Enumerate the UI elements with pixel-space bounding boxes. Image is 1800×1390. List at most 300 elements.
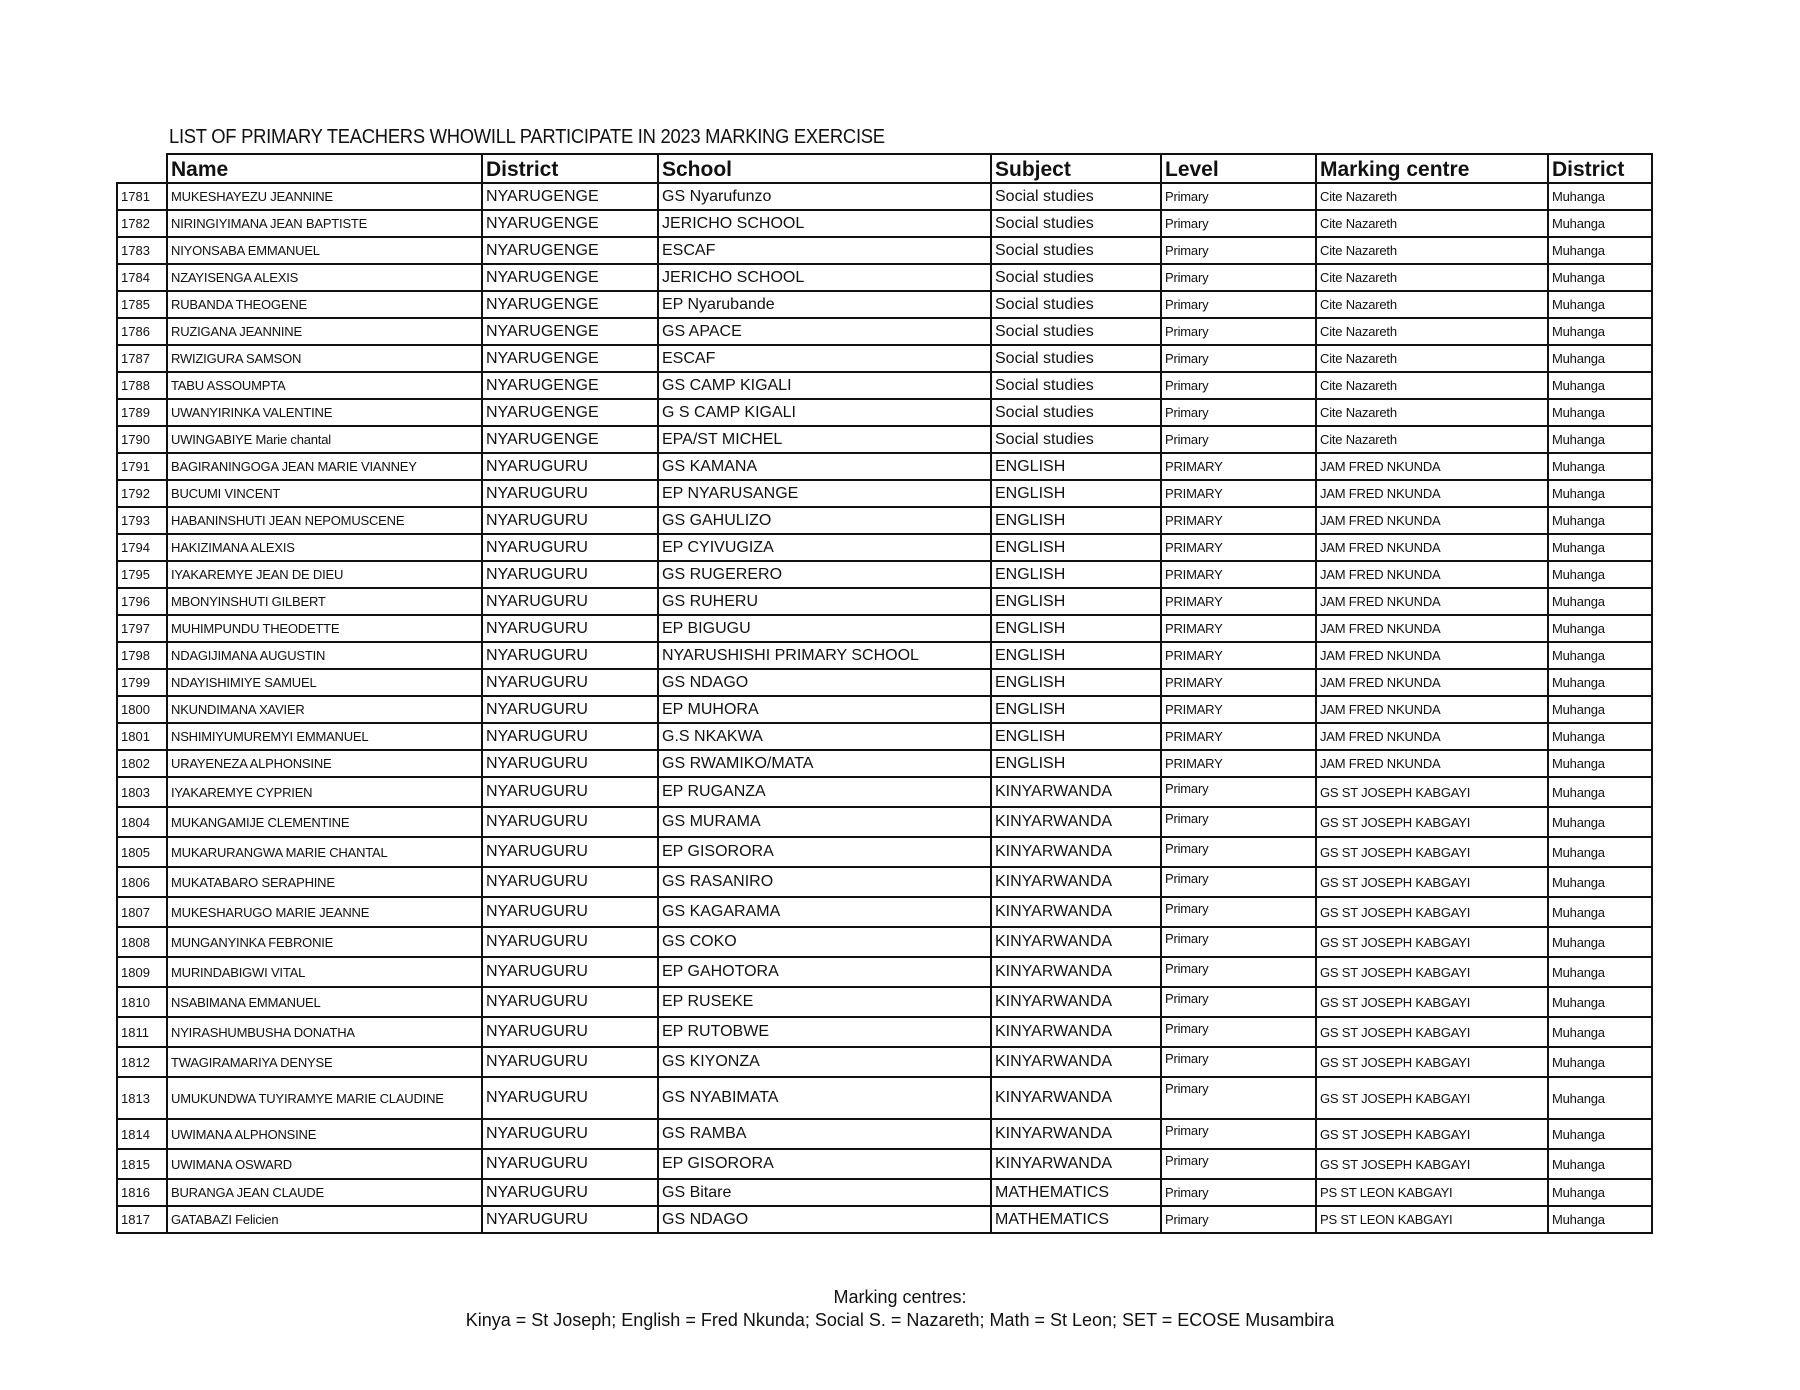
row-number: 1789 — [117, 399, 167, 426]
cell-school: GS KIYONZA — [658, 1047, 991, 1077]
cell-level: Primary — [1161, 210, 1316, 237]
header-level: Level — [1161, 154, 1316, 183]
cell-district-centre: Muhanga — [1548, 183, 1652, 210]
cell-district-centre: Muhanga — [1548, 345, 1652, 372]
cell-district-centre: Muhanga — [1548, 426, 1652, 453]
cell-subject: KINYARWANDA — [991, 987, 1161, 1017]
cell-school: JERICHO SCHOOL — [658, 264, 991, 291]
cell-subject: KINYARWANDA — [991, 1077, 1161, 1119]
cell-school: GS KAGARAMA — [658, 897, 991, 927]
cell-district-centre: Muhanga — [1548, 1119, 1652, 1149]
table-row — [117, 453, 1652, 480]
cell-marking-centre: GS ST JOSEPH KABGAYI — [1316, 897, 1548, 927]
cell-school: GS GAHULIZO — [658, 507, 991, 534]
cell-district-centre: Muhanga — [1548, 957, 1652, 987]
cell-level: PRIMARY — [1161, 453, 1316, 480]
cell-marking-centre: Cite Nazareth — [1316, 372, 1548, 399]
cell-level: PRIMARY — [1161, 750, 1316, 777]
cell-district: NYARUGURU — [482, 1077, 658, 1119]
cell-district-centre: Muhanga — [1548, 1206, 1652, 1233]
cell-subject: Social studies — [991, 237, 1161, 264]
cell-district-centre: Muhanga — [1548, 723, 1652, 750]
cell-subject: KINYARWANDA — [991, 1119, 1161, 1149]
cell-school: EP RUSEKE — [658, 987, 991, 1017]
cell-school: ESCAF — [658, 345, 991, 372]
cell-subject: KINYARWANDA — [991, 927, 1161, 957]
cell-marking-centre: JAM FRED NKUNDA — [1316, 507, 1548, 534]
cell-district-centre: Muhanga — [1548, 480, 1652, 507]
cell-subject: MATHEMATICS — [991, 1179, 1161, 1206]
cell-level: PRIMARY — [1161, 669, 1316, 696]
cell-level: Primary — [1161, 1017, 1316, 1047]
cell-school: EP NYARUSANGE — [658, 480, 991, 507]
cell-marking-centre: Cite Nazareth — [1316, 318, 1548, 345]
cell-subject: Social studies — [991, 399, 1161, 426]
cell-marking-centre: Cite Nazareth — [1316, 210, 1548, 237]
row-number: 1784 — [117, 264, 167, 291]
cell-marking-centre: GS ST JOSEPH KABGAYI — [1316, 837, 1548, 867]
cell-school: GS RUGERERO — [658, 561, 991, 588]
row-number: 1788 — [117, 372, 167, 399]
cell-school: GS NDAGO — [658, 1206, 991, 1233]
cell-marking-centre: JAM FRED NKUNDA — [1316, 561, 1548, 588]
cell-district: NYARUGURU — [482, 669, 658, 696]
cell-marking-centre: JAM FRED NKUNDA — [1316, 723, 1548, 750]
row-number: 1798 — [117, 642, 167, 669]
cell-marking-centre: JAM FRED NKUNDA — [1316, 534, 1548, 561]
table-row — [117, 642, 1652, 669]
cell-name: UWANYIRINKA VALENTINE — [167, 399, 482, 426]
cell-name: TWAGIRAMARIYA DENYSE — [167, 1047, 482, 1077]
cell-marking-centre: GS ST JOSEPH KABGAYI — [1316, 927, 1548, 957]
cell-district: NYARUGURU — [482, 1119, 658, 1149]
cell-name: MUKESHAYEZU JEANNINE — [167, 183, 482, 210]
cell-name: NIYONSABA EMMANUEL — [167, 237, 482, 264]
row-number: 1799 — [117, 669, 167, 696]
table-row — [117, 318, 1652, 345]
cell-district-centre: Muhanga — [1548, 561, 1652, 588]
cell-subject: Social studies — [991, 345, 1161, 372]
row-number: 1786 — [117, 318, 167, 345]
table-row — [117, 399, 1652, 426]
cell-level: Primary — [1161, 837, 1316, 867]
table-row — [117, 696, 1652, 723]
cell-district: NYARUGURU — [482, 723, 658, 750]
cell-marking-centre: GS ST JOSEPH KABGAYI — [1316, 1047, 1548, 1077]
cell-district-centre: Muhanga — [1548, 588, 1652, 615]
cell-level: PRIMARY — [1161, 723, 1316, 750]
cell-school: EP Nyarubande — [658, 291, 991, 318]
cell-district: NYARUGURU — [482, 507, 658, 534]
cell-name: BAGIRANINGOGA JEAN MARIE VIANNEY — [167, 453, 482, 480]
cell-school: EP GISORORA — [658, 1149, 991, 1179]
row-number: 1803 — [117, 777, 167, 807]
row-number: 1790 — [117, 426, 167, 453]
table-row — [117, 507, 1652, 534]
row-number: 1794 — [117, 534, 167, 561]
cell-subject: KINYARWANDA — [991, 1047, 1161, 1077]
cell-name: UWINGABIYE Marie chantal — [167, 426, 482, 453]
header-name: Name — [167, 154, 482, 183]
cell-marking-centre: Cite Nazareth — [1316, 399, 1548, 426]
cell-level: Primary — [1161, 318, 1316, 345]
cell-marking-centre: GS ST JOSEPH KABGAYI — [1316, 807, 1548, 837]
cell-name: RUZIGANA JEANNINE — [167, 318, 482, 345]
row-number: 1816 — [117, 1179, 167, 1206]
row-number: 1783 — [117, 237, 167, 264]
cell-district: NYARUGURU — [482, 750, 658, 777]
cell-marking-centre: JAM FRED NKUNDA — [1316, 642, 1548, 669]
table-row — [117, 615, 1652, 642]
cell-marking-centre: JAM FRED NKUNDA — [1316, 615, 1548, 642]
cell-level: Primary — [1161, 372, 1316, 399]
cell-school: EP CYIVUGIZA — [658, 534, 991, 561]
cell-district: NYARUGURU — [482, 1206, 658, 1233]
cell-school: JERICHO SCHOOL — [658, 210, 991, 237]
cell-subject: KINYARWANDA — [991, 807, 1161, 837]
cell-name: IYAKAREMYE JEAN DE DIEU — [167, 561, 482, 588]
row-number: 1807 — [117, 897, 167, 927]
table-row — [117, 837, 1652, 867]
cell-school: GS APACE — [658, 318, 991, 345]
cell-level: Primary — [1161, 264, 1316, 291]
cell-marking-centre: Cite Nazareth — [1316, 183, 1548, 210]
cell-district: NYARUGENGE — [482, 237, 658, 264]
cell-subject: KINYARWANDA — [991, 897, 1161, 927]
row-number: 1805 — [117, 837, 167, 867]
cell-school: GS RAMBA — [658, 1119, 991, 1149]
cell-district: NYARUGURU — [482, 588, 658, 615]
cell-district: NYARUGURU — [482, 957, 658, 987]
cell-district: NYARUGURU — [482, 561, 658, 588]
header-subject: Subject — [991, 154, 1161, 183]
cell-name: NIRINGIYIMANA JEAN BAPTISTE — [167, 210, 482, 237]
header-district-centre: District — [1548, 154, 1652, 183]
row-number: 1811 — [117, 1017, 167, 1047]
cell-marking-centre: Cite Nazareth — [1316, 426, 1548, 453]
cell-marking-centre: GS ST JOSEPH KABGAYI — [1316, 1119, 1548, 1149]
cell-district: NYARUGURU — [482, 837, 658, 867]
cell-district-centre: Muhanga — [1548, 372, 1652, 399]
cell-name: RWIZIGURA SAMSON — [167, 345, 482, 372]
cell-level: PRIMARY — [1161, 642, 1316, 669]
cell-district-centre: Muhanga — [1548, 264, 1652, 291]
cell-subject: KINYARWANDA — [991, 837, 1161, 867]
table-row — [117, 480, 1652, 507]
cell-marking-centre: JAM FRED NKUNDA — [1316, 669, 1548, 696]
cell-subject: Social studies — [991, 372, 1161, 399]
cell-name: NYIRASHUMBUSHA DONATHA — [167, 1017, 482, 1047]
table-row — [117, 669, 1652, 696]
cell-subject: Social studies — [991, 318, 1161, 345]
cell-district: NYARUGURU — [482, 927, 658, 957]
table-row — [117, 777, 1652, 807]
table-row — [117, 210, 1652, 237]
cell-marking-centre: GS ST JOSEPH KABGAYI — [1316, 867, 1548, 897]
cell-name: NDAYISHIMIYE SAMUEL — [167, 669, 482, 696]
cell-district: NYARUGENGE — [482, 372, 658, 399]
cell-district-centre: Muhanga — [1548, 1047, 1652, 1077]
row-number: 1785 — [117, 291, 167, 318]
row-number: 1787 — [117, 345, 167, 372]
row-number: 1796 — [117, 588, 167, 615]
row-number: 1810 — [117, 987, 167, 1017]
cell-school: GS COKO — [658, 927, 991, 957]
row-number: 1782 — [117, 210, 167, 237]
cell-level: Primary — [1161, 345, 1316, 372]
cell-level: PRIMARY — [1161, 696, 1316, 723]
row-number: 1802 — [117, 750, 167, 777]
cell-district-centre: Muhanga — [1548, 927, 1652, 957]
cell-subject: KINYARWANDA — [991, 867, 1161, 897]
table-row — [117, 1017, 1652, 1047]
footer-legend: Kinya = St Joseph; English = Fred Nkunda; Social S. = Nazareth; Math = St Leon; SET = ECOSE Musambira — [465, 1310, 1335, 1330]
cell-marking-centre: JAM FRED NKUNDA — [1316, 453, 1548, 480]
cell-district: NYARUGURU — [482, 987, 658, 1017]
cell-district: NYARUGURU — [482, 1047, 658, 1077]
cell-level: PRIMARY — [1161, 615, 1316, 642]
cell-district-centre: Muhanga — [1548, 453, 1652, 480]
cell-name: MURINDABIGWI VITAL — [167, 957, 482, 987]
row-number: 1792 — [117, 480, 167, 507]
cell-level: Primary — [1161, 777, 1316, 807]
cell-subject: ENGLISH — [991, 669, 1161, 696]
cell-subject: MATHEMATICS — [991, 1206, 1161, 1233]
table-row — [117, 291, 1652, 318]
cell-district-centre: Muhanga — [1548, 777, 1652, 807]
table-header-row — [117, 154, 1652, 183]
cell-marking-centre: GS ST JOSEPH KABGAYI — [1316, 987, 1548, 1017]
cell-marking-centre: GS ST JOSEPH KABGAYI — [1316, 1017, 1548, 1047]
table-row — [117, 1077, 1652, 1119]
cell-district: NYARUGURU — [482, 867, 658, 897]
cell-marking-centre: Cite Nazareth — [1316, 345, 1548, 372]
cell-district: NYARUGURU — [482, 1179, 658, 1206]
table-row — [117, 987, 1652, 1017]
table-row — [117, 867, 1652, 897]
cell-school: GS KAMANA — [658, 453, 991, 480]
cell-district-centre: Muhanga — [1548, 1077, 1652, 1119]
table-row — [117, 1179, 1652, 1206]
cell-level: PRIMARY — [1161, 534, 1316, 561]
cell-district: NYARUGENGE — [482, 264, 658, 291]
cell-school: GS MURAMA — [658, 807, 991, 837]
cell-level: Primary — [1161, 399, 1316, 426]
row-number: 1814 — [117, 1119, 167, 1149]
cell-name: NZAYISENGA ALEXIS — [167, 264, 482, 291]
table-body — [117, 183, 1652, 1233]
cell-subject: ENGLISH — [991, 696, 1161, 723]
cell-district-centre: Muhanga — [1548, 696, 1652, 723]
cell-school: G S CAMP KIGALI — [658, 399, 991, 426]
row-number: 1817 — [117, 1206, 167, 1233]
cell-district-centre: Muhanga — [1548, 1017, 1652, 1047]
cell-level: Primary — [1161, 1119, 1316, 1149]
cell-marking-centre: Cite Nazareth — [1316, 264, 1548, 291]
cell-marking-centre: GS ST JOSEPH KABGAYI — [1316, 957, 1548, 987]
cell-level: Primary — [1161, 807, 1316, 837]
cell-district-centre: Muhanga — [1548, 507, 1652, 534]
cell-school: GS Bitare — [658, 1179, 991, 1206]
row-number: 1813 — [117, 1077, 167, 1119]
cell-name: HABANINSHUTI JEAN NEPOMUSCENE — [167, 507, 482, 534]
cell-marking-centre: GS ST JOSEPH KABGAYI — [1316, 1149, 1548, 1179]
cell-district-centre: Muhanga — [1548, 237, 1652, 264]
row-number: 1791 — [117, 453, 167, 480]
cell-district: NYARUGURU — [482, 534, 658, 561]
cell-district: NYARUGENGE — [482, 210, 658, 237]
table-row — [117, 183, 1652, 210]
cell-level: PRIMARY — [1161, 480, 1316, 507]
teachers-table — [116, 153, 1653, 1234]
row-number-header — [117, 154, 167, 183]
cell-subject: KINYARWANDA — [991, 777, 1161, 807]
cell-marking-centre: JAM FRED NKUNDA — [1316, 588, 1548, 615]
cell-district: NYARUGENGE — [482, 399, 658, 426]
cell-level: Primary — [1161, 987, 1316, 1017]
row-number: 1804 — [117, 807, 167, 837]
cell-name: IYAKAREMYE CYPRIEN — [167, 777, 482, 807]
row-number: 1808 — [117, 927, 167, 957]
cell-subject: Social studies — [991, 291, 1161, 318]
cell-district-centre: Muhanga — [1548, 987, 1652, 1017]
cell-district-centre: Muhanga — [1548, 318, 1652, 345]
table-row — [117, 588, 1652, 615]
cell-district-centre: Muhanga — [1548, 867, 1652, 897]
cell-school: G.S NKAKWA — [658, 723, 991, 750]
cell-marking-centre: Cite Nazareth — [1316, 291, 1548, 318]
row-number: 1801 — [117, 723, 167, 750]
cell-name: MUKARURANGWA MARIE CHANTAL — [167, 837, 482, 867]
cell-district: NYARUGURU — [482, 897, 658, 927]
cell-school: EP BIGUGU — [658, 615, 991, 642]
cell-name: NSABIMANA EMMANUEL — [167, 987, 482, 1017]
cell-school: GS Nyarufunzo — [658, 183, 991, 210]
table-row — [117, 561, 1652, 588]
cell-name: MUKATABARO SERAPHINE — [167, 867, 482, 897]
cell-level: Primary — [1161, 183, 1316, 210]
cell-school: EP GISORORA — [658, 837, 991, 867]
cell-district-centre: Muhanga — [1548, 615, 1652, 642]
cell-district: NYARUGURU — [482, 480, 658, 507]
table-row — [117, 345, 1652, 372]
cell-name: NSHIMIYUMUREMYI EMMANUEL — [167, 723, 482, 750]
cell-district: NYARUGENGE — [482, 183, 658, 210]
cell-level: Primary — [1161, 897, 1316, 927]
cell-district: NYARUGENGE — [482, 426, 658, 453]
cell-subject: ENGLISH — [991, 534, 1161, 561]
cell-district-centre: Muhanga — [1548, 837, 1652, 867]
cell-subject: ENGLISH — [991, 453, 1161, 480]
row-number: 1812 — [117, 1047, 167, 1077]
cell-district-centre: Muhanga — [1548, 291, 1652, 318]
table-row — [117, 264, 1652, 291]
table-row — [117, 927, 1652, 957]
cell-marking-centre: GS ST JOSEPH KABGAYI — [1316, 1077, 1548, 1119]
cell-name: MUKESHARUGO MARIE JEANNE — [167, 897, 482, 927]
cell-district: NYARUGURU — [482, 615, 658, 642]
cell-level: Primary — [1161, 1206, 1316, 1233]
cell-level: Primary — [1161, 1149, 1316, 1179]
cell-school: EP MUHORA — [658, 696, 991, 723]
cell-subject: ENGLISH — [991, 750, 1161, 777]
cell-level: Primary — [1161, 1077, 1316, 1119]
cell-marking-centre: JAM FRED NKUNDA — [1316, 480, 1548, 507]
table-row — [117, 372, 1652, 399]
table-row — [117, 1047, 1652, 1077]
cell-marking-centre: JAM FRED NKUNDA — [1316, 696, 1548, 723]
table-row — [117, 1206, 1652, 1233]
cell-marking-centre: PS ST LEON KABGAYI — [1316, 1179, 1548, 1206]
cell-name: GATABAZI Felicien — [167, 1206, 482, 1233]
cell-name: NDAGIJIMANA AUGUSTIN — [167, 642, 482, 669]
row-number: 1806 — [117, 867, 167, 897]
cell-district: NYARUGENGE — [482, 345, 658, 372]
table-row — [117, 723, 1652, 750]
cell-subject: ENGLISH — [991, 642, 1161, 669]
row-number: 1793 — [117, 507, 167, 534]
cell-level: Primary — [1161, 237, 1316, 264]
cell-district-centre: Muhanga — [1548, 1179, 1652, 1206]
cell-name: UWIMANA OSWARD — [167, 1149, 482, 1179]
cell-level: Primary — [1161, 1179, 1316, 1206]
cell-district: NYARUGURU — [482, 1017, 658, 1047]
cell-subject: Social studies — [991, 264, 1161, 291]
header-school: School — [658, 154, 991, 183]
cell-subject: Social studies — [991, 210, 1161, 237]
row-number: 1797 — [117, 615, 167, 642]
cell-district-centre: Muhanga — [1548, 750, 1652, 777]
row-number: 1809 — [117, 957, 167, 987]
cell-name: MUHIMPUNDU THEODETTE — [167, 615, 482, 642]
cell-school: GS RUHERU — [658, 588, 991, 615]
cell-district-centre: Muhanga — [1548, 1149, 1652, 1179]
table-row — [117, 1119, 1652, 1149]
cell-name: UMUKUNDWA TUYIRAMYE MARIE CLAUDINE — [167, 1077, 482, 1119]
cell-school: EP RUGANZA — [658, 777, 991, 807]
cell-district: NYARUGENGE — [482, 291, 658, 318]
cell-district-centre: Muhanga — [1548, 669, 1652, 696]
table-row — [117, 957, 1652, 987]
cell-district-centre: Muhanga — [1548, 807, 1652, 837]
row-number: 1795 — [117, 561, 167, 588]
cell-level: Primary — [1161, 426, 1316, 453]
cell-school: NYARUSHISHI PRIMARY SCHOOL — [658, 642, 991, 669]
cell-marking-centre: Cite Nazareth — [1316, 237, 1548, 264]
cell-subject: Social studies — [991, 183, 1161, 210]
cell-marking-centre: PS ST LEON KABGAYI — [1316, 1206, 1548, 1233]
cell-subject: KINYARWANDA — [991, 957, 1161, 987]
cell-district: NYARUGURU — [482, 807, 658, 837]
cell-name: URAYENEZA ALPHONSINE — [167, 750, 482, 777]
footer-heading: Marking centres: — [833, 1287, 967, 1307]
cell-level: PRIMARY — [1161, 588, 1316, 615]
cell-district: NYARUGURU — [482, 696, 658, 723]
cell-name: RUBANDA THEOGENE — [167, 291, 482, 318]
cell-subject: ENGLISH — [991, 507, 1161, 534]
cell-school: GS NYABIMATA — [658, 1077, 991, 1119]
cell-subject: ENGLISH — [991, 588, 1161, 615]
cell-district-centre: Muhanga — [1548, 210, 1652, 237]
cell-level: Primary — [1161, 927, 1316, 957]
cell-school: GS CAMP KIGALI — [658, 372, 991, 399]
cell-school: GS NDAGO — [658, 669, 991, 696]
cell-level: Primary — [1161, 291, 1316, 318]
cell-district: NYARUGURU — [482, 453, 658, 480]
cell-district-centre: Muhanga — [1548, 642, 1652, 669]
cell-district-centre: Muhanga — [1548, 399, 1652, 426]
cell-district: NYARUGURU — [482, 642, 658, 669]
